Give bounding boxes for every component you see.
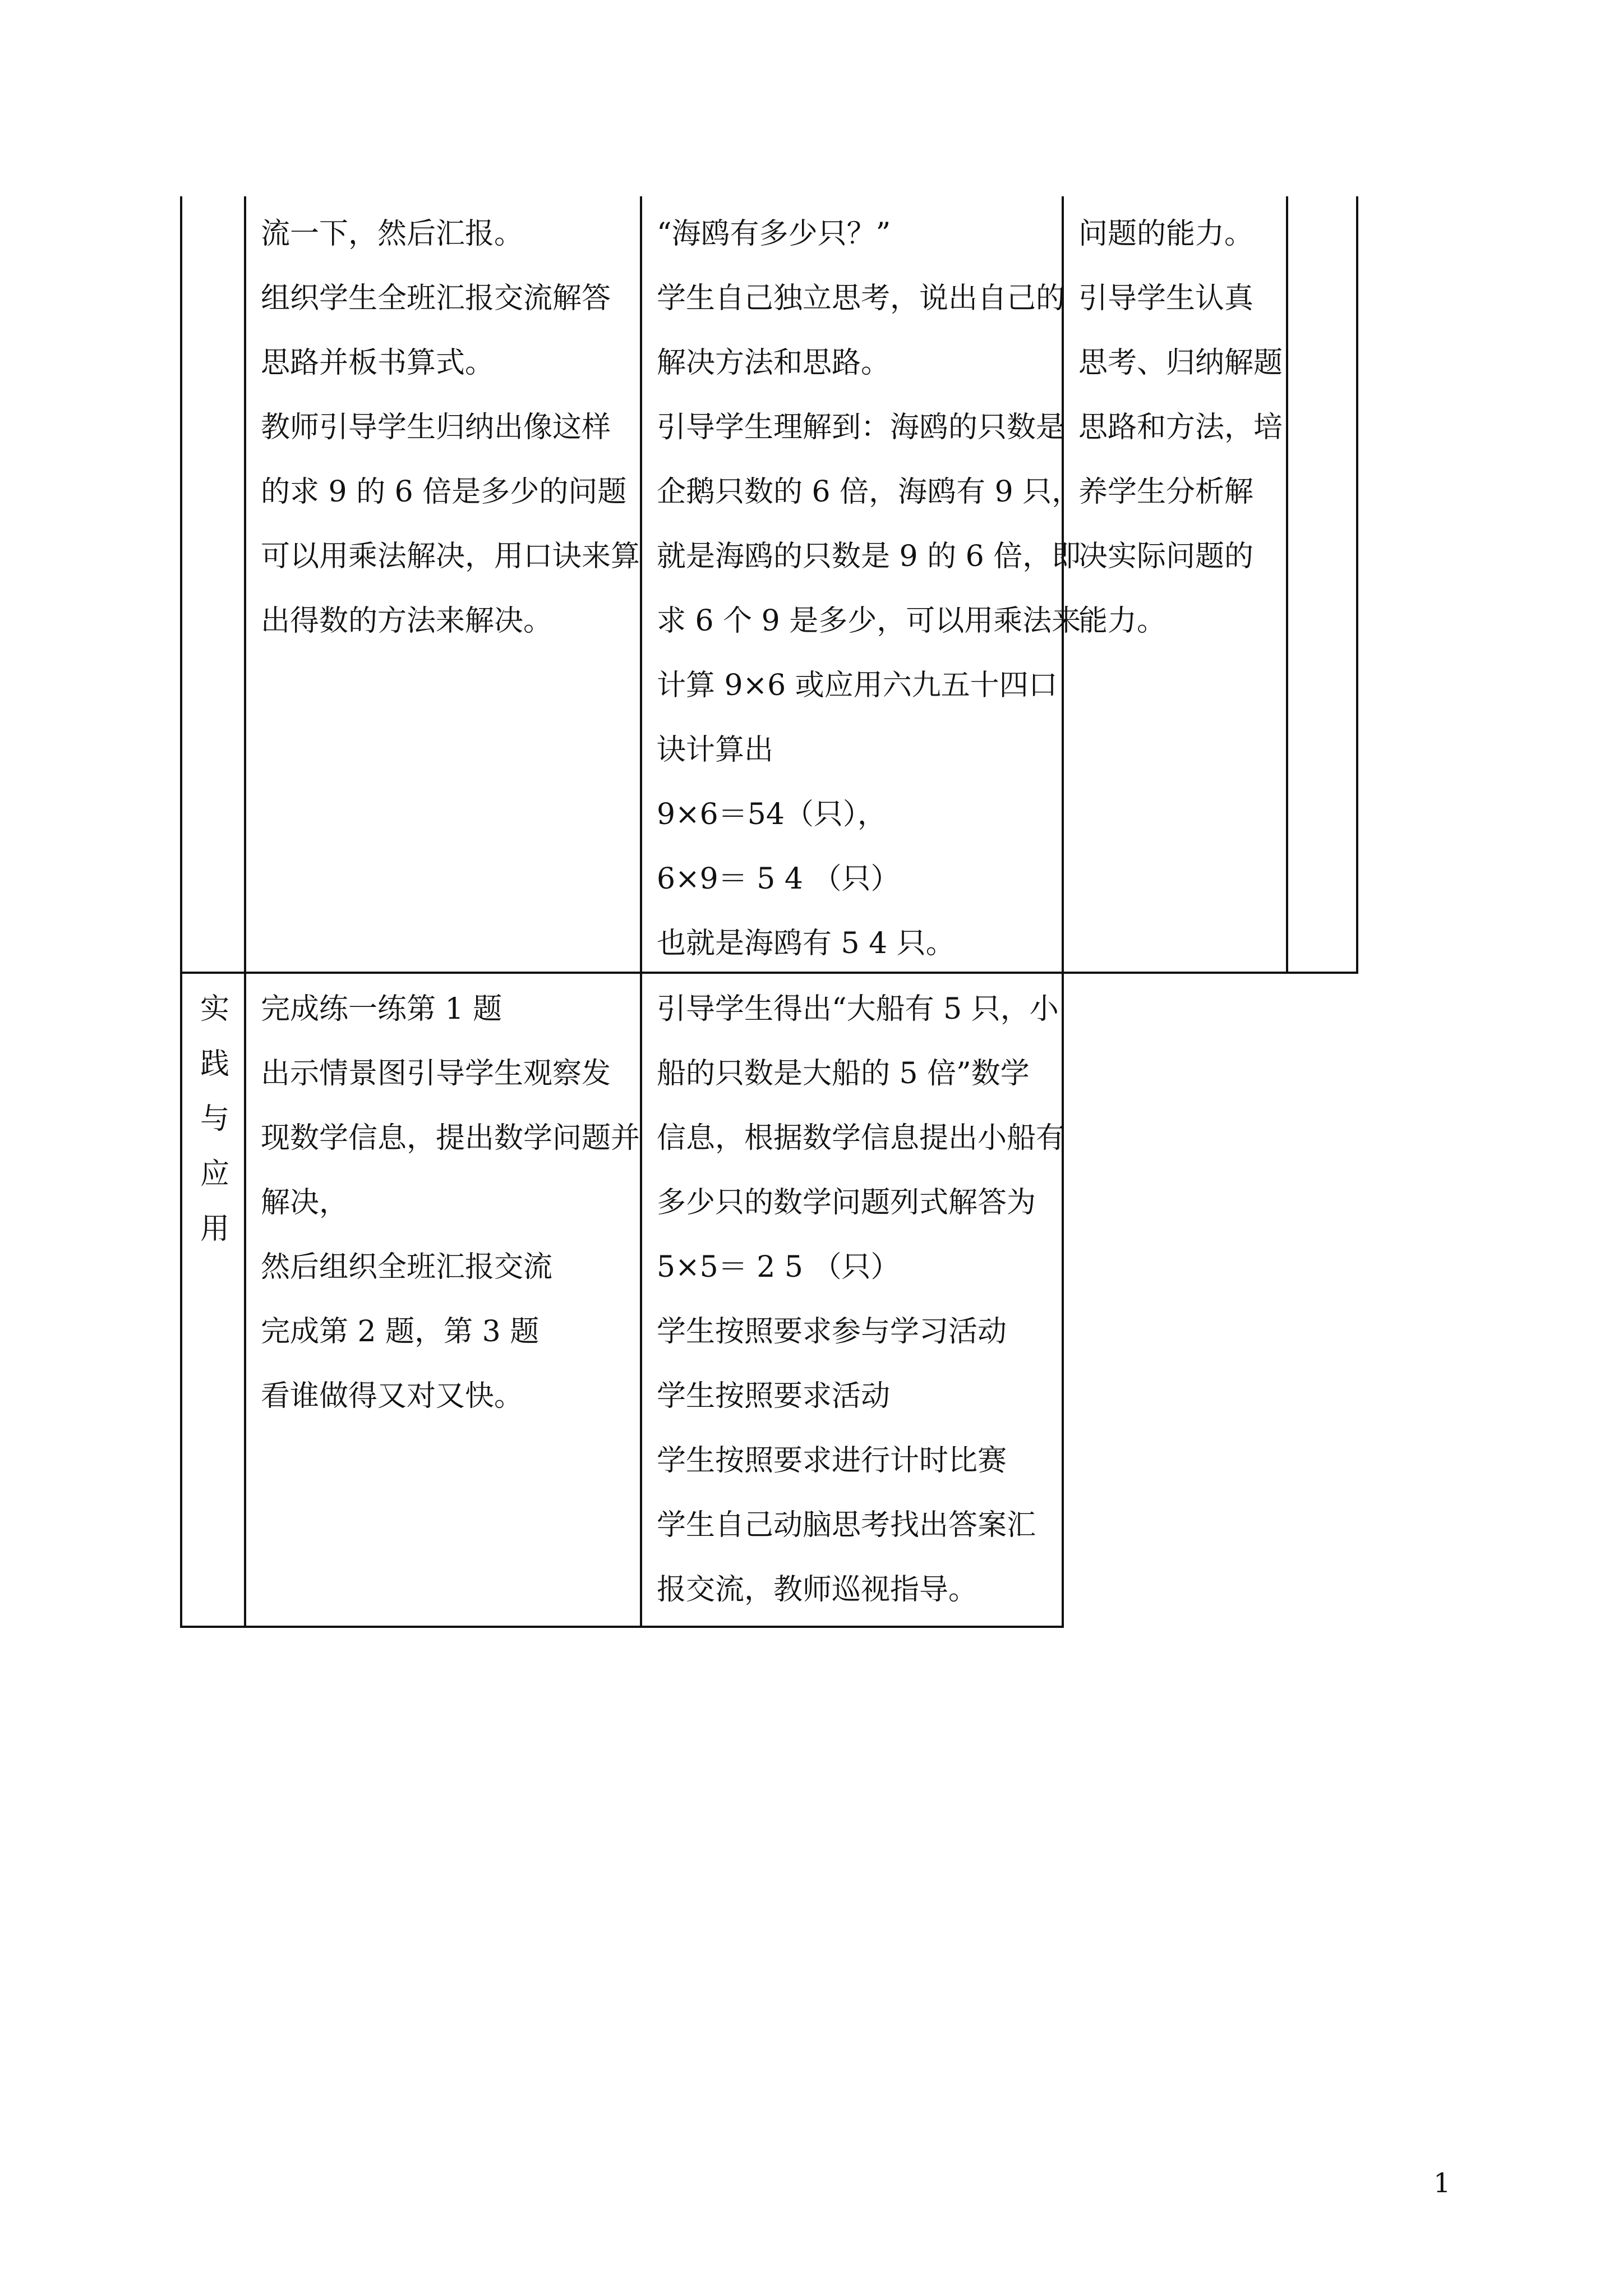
row1-student-activity-cell: [657, 202, 1081, 976]
table-border-left: [180, 196, 182, 1628]
text-line: 养学生分析解: [1078, 475, 1254, 509]
table-divider-col2: [640, 196, 642, 1628]
text-line: 思路并板书算式。: [261, 346, 495, 380]
row1-teacher-activity-cell: [261, 202, 640, 654]
text-line: 思路和方法，培: [1078, 411, 1283, 444]
text-line: 的求 9 的 6 倍是多少的问题: [261, 475, 627, 509]
text-line: 组织学生全班汇报交流解答: [261, 282, 611, 315]
text-line: 引导学生理解到：海鸥的只数是: [657, 411, 1066, 444]
text-line: 学生自己动脑思考找出答案汇: [657, 1508, 1036, 1542]
text-line: 思考、归纳解题: [1078, 346, 1283, 380]
text-line: 现数学信息，提出数学问题并: [261, 1121, 640, 1155]
text-line: 学生按照要求活动: [657, 1379, 891, 1413]
text-line: 5×5＝ 2 5 （只）: [657, 1250, 900, 1284]
text-line: 诀计算出: [657, 733, 774, 767]
text-line: 问题的能力。: [1078, 217, 1254, 251]
text-line: 出得数的方法来解决。: [261, 604, 553, 638]
text-line: 可以用乘法解决，用口诀来算: [261, 540, 640, 573]
text-line: 6×9＝ 5 4 （只）: [657, 862, 900, 896]
stage-label-char: 与: [200, 1102, 229, 1136]
text-line: 企鹅只数的 6 倍，海鸥有 9 只，: [657, 475, 1081, 509]
text-line: 也就是海鸥有 5 4 只。: [657, 927, 955, 960]
stage-label-char: 践: [200, 1047, 229, 1081]
text-line: 出示情景图引导学生观察发: [261, 1057, 611, 1091]
text-line: 完成练一练第 1 题: [261, 992, 502, 1026]
text-line: 计算 9×6 或应用六九五十四口: [657, 669, 1058, 702]
stage-label-char: 应: [200, 1157, 229, 1191]
text-line: 报交流，教师巡视指导。: [657, 1573, 978, 1607]
text-line: 学生自己独立思考，说出自己的: [657, 282, 1066, 315]
text-line: 决实际问题的: [1078, 540, 1254, 573]
row2-teacher-activity-cell: [261, 977, 640, 1429]
text-line: 学生按照要求进行计时比赛: [657, 1444, 1007, 1478]
text-line: 完成第 2 题，第 3 题: [261, 1315, 540, 1349]
table-divider-col4: [1286, 196, 1288, 973]
table-border-bottom: [180, 1626, 1064, 1628]
stage-label-char: 用: [200, 1212, 229, 1246]
text-line: 解决方法和思路。: [657, 346, 891, 380]
row2-student-activity-cell: [657, 977, 1065, 1622]
text-line: 9×6＝54（只），: [657, 798, 887, 831]
text-line: 教师引导学生归纳出像这样: [261, 411, 611, 444]
text-line: 然后组织全班汇报交流: [261, 1250, 553, 1284]
text-line: 船的只数是大船的 5 倍”数学: [657, 1057, 1030, 1091]
text-line: 能力。: [1078, 604, 1166, 638]
stage-label-char: 实: [200, 992, 229, 1026]
row2-stage-label: [188, 982, 242, 1257]
table-divider-col1: [244, 196, 246, 1628]
text-line: 引导学生认真: [1078, 282, 1254, 315]
row1-intent-cell: [1078, 202, 1283, 654]
text-line: 解决，: [261, 1186, 349, 1220]
text-line: 就是海鸥的只数是 9 的 6 倍，即: [657, 540, 1081, 573]
text-line: 学生按照要求参与学习活动: [657, 1315, 1007, 1349]
text-line: 求 6 个 9 是多少，可以用乘法来: [657, 604, 1081, 638]
text-line: 引导学生得出“大船有 5 只，小: [657, 992, 1059, 1026]
text-line: 信息，根据数学信息提出小船有: [657, 1121, 1066, 1155]
text-line: 看谁做得又对又快。: [261, 1379, 524, 1413]
text-line: “海鸥有多少只？”: [657, 217, 891, 251]
text-line: 多少只的数学问题列式解答为: [657, 1186, 1036, 1220]
page-number: 1: [1433, 2168, 1451, 2199]
text-line: 流一下，然后汇报。: [261, 217, 524, 251]
table-border-right: [1356, 196, 1358, 973]
